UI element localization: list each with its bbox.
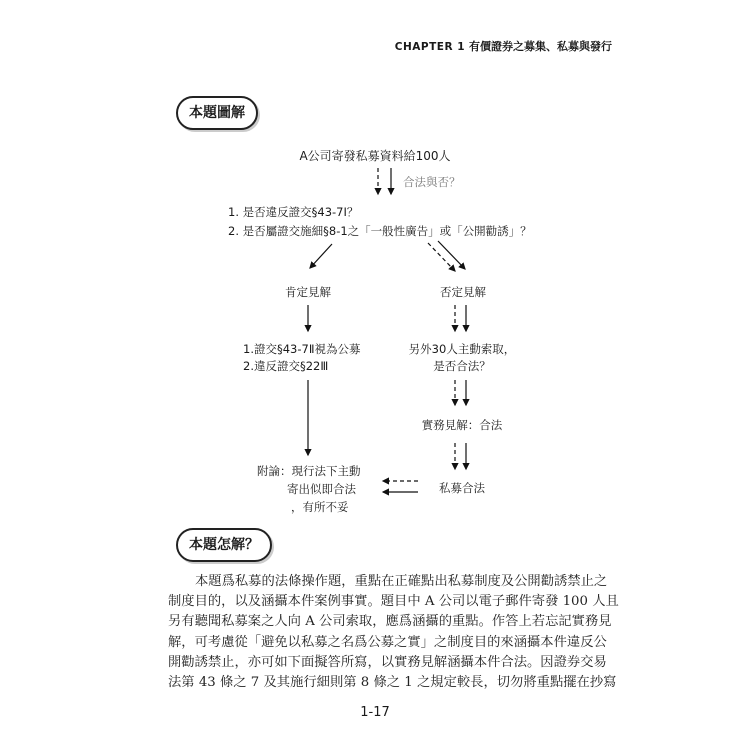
flow-question: 合法與否？ [403,175,461,189]
flow-issue-1: 1. 是否違反證交§43-7Ⅰ？ [228,205,359,219]
practice-view: 實務見解：合法 [421,418,503,432]
body-line: 解，可考慮從「避免以私募之名爲公募之實」之制度目的來涵攝本件違反公 [168,634,607,650]
body-line: 制度目的，以及涵攝本件案例事實。題目中 A 公司以電子郵件寄發 100 人且 [168,594,619,610]
negative-question-line-2: 是否合法？ [433,359,491,373]
note-line-2: 寄出似即合法 [287,482,356,496]
body-line: 開勸誘禁止，亦可如下面擬答所寫，以實務見解涵攝本件合法。因證券交易 [168,654,607,670]
body-line: 法第 43 條之 7 及其施行細則第 8 條之 1 之規定較長，切勿將重點擺在抄寫 [168,675,617,691]
solid-arrow [438,241,465,269]
body-line: 另有聽聞私募案之人向 A 公司索取，應爲涵攝的重點。作答上若忘記實務見 [168,614,612,630]
negative-view-label: 否定見解 [440,285,486,299]
private-placement-legal: 私募合法 [439,481,485,495]
body-line: 本題爲私募的法條操作題，重點在正確點出私募制度及公開勸誘禁止之 [195,574,608,589]
note-line-3: ，有所不妥 [291,500,349,514]
flow-issue-2: 2. 是否屬證交施細§8-1之「一般性廣告」或「公開勸誘」？ [228,224,532,238]
chapter-label: CHAPTER 1 [394,41,465,53]
answer-heading-bubble: 本題怎解？ [176,528,272,562]
dashed-arrow [428,243,455,271]
chapter-title: 有價證券之募集、私募與發行 [469,40,612,53]
flow-top-node: A公司寄發私募資料給100人 [299,149,451,163]
affirmative-view-label: 肯定見解 [285,285,331,299]
page-number: 1-17 [360,705,390,720]
negative-question-line-1: 另外30人主動索取， [408,342,516,356]
note-line-1: 附論：現行法下主動 [257,464,361,478]
diagram-heading-bubble: 本題圖解 [176,96,258,130]
affirmative-point-2: 2.違反證交§22Ⅲ [243,359,329,373]
body-paragraph [168,572,619,693]
affirmative-point-1: 1.證交§43-7Ⅱ視為公募 [243,342,361,356]
solid-arrow [310,244,332,268]
